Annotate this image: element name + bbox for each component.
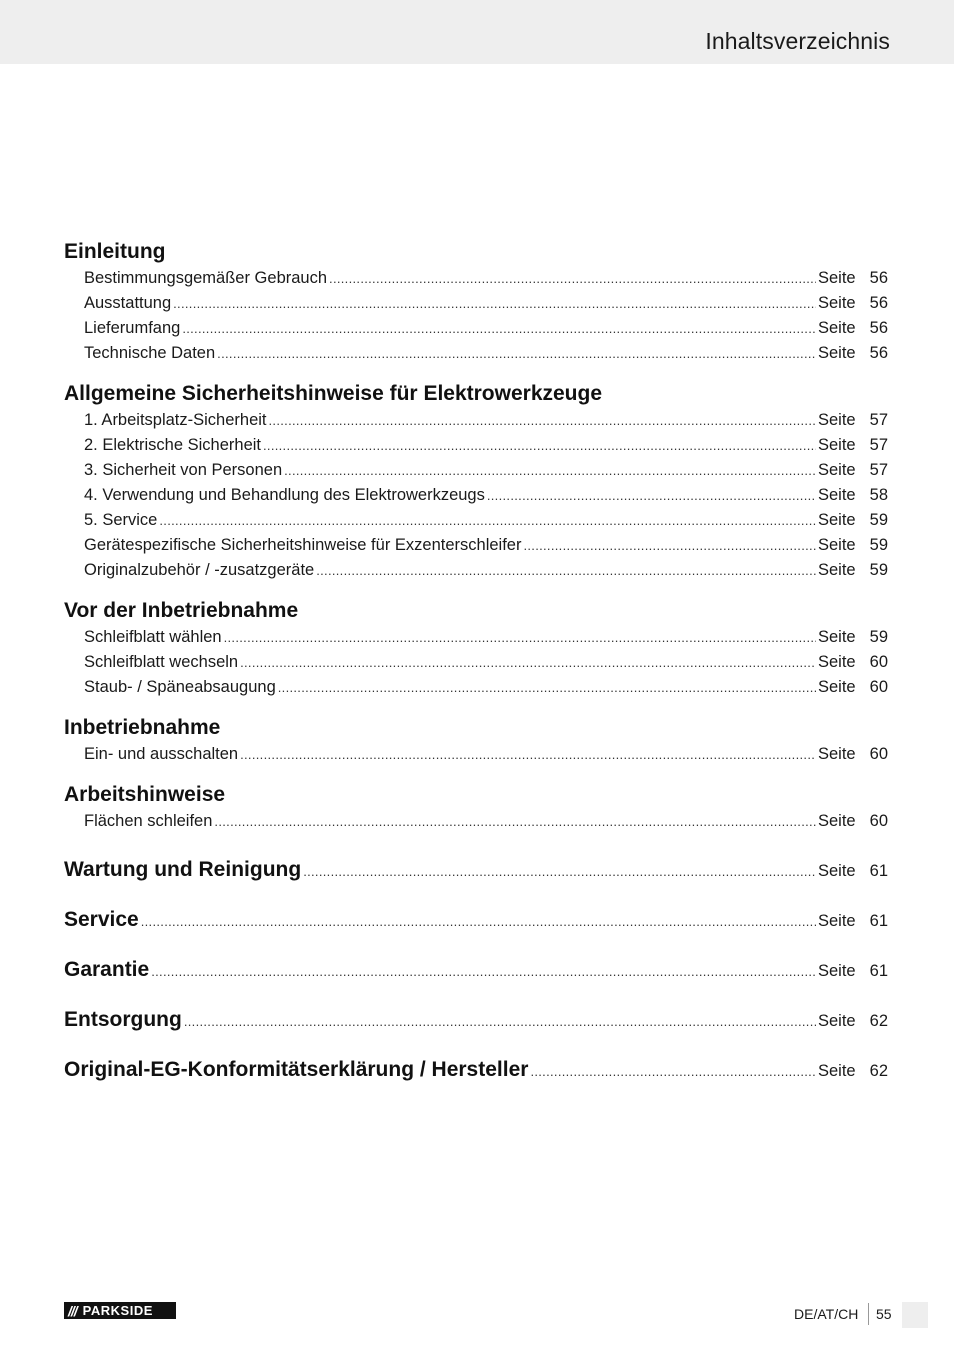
toc-heading-entry[interactable] xyxy=(64,856,888,884)
toc-section-heading: Vor der Inbetriebnahme xyxy=(64,599,299,622)
toc-entry-seite: Seite xyxy=(818,561,856,579)
toc-entry-page: 56 xyxy=(869,344,888,362)
toc-entry-text: 2. Elektrische Sicherheit xyxy=(84,436,261,454)
toc-heading-entry-text: Entsorgung xyxy=(64,1008,182,1031)
toc-section xyxy=(64,781,888,834)
footer-page-number: 55 xyxy=(876,1306,892,1322)
toc-entry-page: 59 xyxy=(869,536,888,554)
dot-leader xyxy=(182,316,816,341)
toc-entry-page: 58 xyxy=(869,486,888,504)
toc-entry-text: 3. Sicherheit von Personen xyxy=(84,461,283,479)
toc-entry-seite: Seite xyxy=(818,536,856,554)
toc-entry-page: 57 xyxy=(869,436,888,454)
toc-entry-seite: Seite xyxy=(818,269,856,287)
toc-entry-text: Gerätespezifische Sicherheitshinweise für Exzenterschleifer xyxy=(84,536,522,554)
toc-entry-text: 4. Verwendung und Behandlung des Elektrowerkzeugs xyxy=(84,486,485,504)
toc-entry-page: 62 xyxy=(869,1012,888,1030)
toc-entry-page: 62 xyxy=(869,1062,888,1080)
dot-leader xyxy=(240,742,816,767)
toc-entry[interactable] xyxy=(64,341,888,366)
dot-leader xyxy=(141,913,816,931)
toc-entry-text: Ein- und ausschalten xyxy=(84,745,239,763)
toc-entry-page: 60 xyxy=(869,653,888,671)
footer-box xyxy=(902,1302,928,1328)
logo-slashes: /// xyxy=(68,1302,77,1319)
toc-entry-page: 59 xyxy=(869,561,888,579)
toc-entry[interactable] xyxy=(64,266,888,291)
toc-entry[interactable] xyxy=(64,558,888,583)
footer-divider xyxy=(868,1303,869,1325)
toc-entry-seite: Seite xyxy=(818,628,856,646)
toc-entry-seite: Seite xyxy=(818,1062,856,1080)
toc-entry[interactable] xyxy=(64,650,888,675)
toc-entry-text: Bestimmungsgemäßer Gebrauch xyxy=(84,269,328,287)
table-of-contents xyxy=(64,238,888,1106)
toc-entry-page: 59 xyxy=(869,628,888,646)
toc-entry-seite: Seite xyxy=(818,511,856,529)
toc-entry-seite: Seite xyxy=(818,962,856,980)
toc-entry-seite: Seite xyxy=(818,862,856,880)
logo-name: PARKSIDE xyxy=(82,1303,153,1318)
toc-entry-page: 60 xyxy=(869,812,888,830)
toc-entry-seite: Seite xyxy=(818,812,856,830)
toc-entry[interactable] xyxy=(64,458,888,483)
dot-leader xyxy=(184,1013,816,1031)
toc-entry-page: 61 xyxy=(869,862,888,880)
toc-entry-page: 56 xyxy=(869,294,888,312)
toc-section-heading: Inbetriebnahme xyxy=(64,716,221,739)
dot-leader xyxy=(303,863,816,881)
toc-section-heading: Arbeitshinweise xyxy=(64,783,226,806)
dot-leader xyxy=(217,341,816,366)
toc-section xyxy=(64,714,888,767)
dot-leader xyxy=(530,1063,816,1081)
toc-section xyxy=(64,380,888,583)
toc-entry-seite: Seite xyxy=(818,344,856,362)
toc-entry-seite: Seite xyxy=(818,411,856,429)
dot-leader xyxy=(151,963,816,981)
toc-entry[interactable] xyxy=(64,533,888,558)
toc-entry-page: 57 xyxy=(869,411,888,429)
toc-entry-seite: Seite xyxy=(818,319,856,337)
dot-leader xyxy=(316,558,816,583)
toc-entry-seite: Seite xyxy=(818,912,856,930)
toc-entry-seite: Seite xyxy=(818,653,856,671)
footer-region: DE/AT/CH xyxy=(794,1306,859,1322)
dot-leader xyxy=(329,266,816,291)
toc-entry[interactable] xyxy=(64,675,888,700)
toc-entry-text: Originalzubehör / -zusatzgeräte xyxy=(84,561,315,579)
toc-heading-entry[interactable] xyxy=(64,1006,888,1034)
dot-leader xyxy=(263,433,816,458)
dot-leader xyxy=(269,408,816,433)
toc-section xyxy=(64,597,888,700)
dot-leader xyxy=(278,675,816,700)
toc-entry[interactable] xyxy=(64,625,888,650)
toc-entry-page: 61 xyxy=(869,912,888,930)
toc-entry[interactable] xyxy=(64,508,888,533)
toc-entry-text: Lieferumfang xyxy=(84,319,181,337)
toc-entry-page: 56 xyxy=(869,319,888,337)
toc-entry-page: 60 xyxy=(869,745,888,763)
toc-entry-text: Flächen schleifen xyxy=(84,812,213,830)
toc-entry-text: 1. Arbeitsplatz-Sicherheit xyxy=(84,411,267,429)
dot-leader xyxy=(159,508,816,533)
toc-entry-text: Ausstattung xyxy=(84,294,172,312)
toc-entry-seite: Seite xyxy=(818,678,856,696)
toc-entry-seite: Seite xyxy=(818,1012,856,1030)
page-title: Inhaltsverzeichnis xyxy=(705,28,890,54)
toc-entry[interactable] xyxy=(64,291,888,316)
toc-entry-page: 61 xyxy=(869,962,888,980)
toc-heading-entry-text: Garantie xyxy=(64,958,150,981)
toc-entry-text: Schleifblatt wählen xyxy=(84,628,222,646)
toc-heading-entry[interactable] xyxy=(64,956,888,984)
toc-entry[interactable] xyxy=(64,408,888,433)
toc-section xyxy=(64,238,888,366)
toc-entry[interactable] xyxy=(64,809,888,834)
toc-entry-text: Staub- / Späneabsaugung xyxy=(84,678,276,696)
toc-entry-text: 5. Service xyxy=(84,511,158,529)
toc-heading-entry-text: Wartung und Reinigung xyxy=(64,858,302,881)
toc-entry[interactable] xyxy=(64,483,888,508)
toc-entry-page: 60 xyxy=(869,678,888,696)
dot-leader xyxy=(214,809,816,834)
toc-heading-entry-text: Original-EG-Konformitätserklärung / Hersteller xyxy=(64,1058,529,1081)
dot-leader xyxy=(487,483,816,508)
toc-entry-seite: Seite xyxy=(818,436,856,454)
toc-entry[interactable] xyxy=(64,433,888,458)
toc-entry[interactable] xyxy=(64,742,888,767)
toc-heading-entry[interactable] xyxy=(64,1056,888,1084)
dot-leader xyxy=(224,625,816,650)
toc-entry-seite: Seite xyxy=(818,461,856,479)
parkside-logo xyxy=(64,1302,176,1319)
dot-leader xyxy=(173,291,816,316)
dot-leader xyxy=(523,533,816,558)
toc-section-heading: Allgemeine Sicherheitshinweise für Elektrowerkzeuge xyxy=(64,382,603,405)
toc-entry-text: Schleifblatt wechseln xyxy=(84,653,239,671)
toc-heading-entry[interactable] xyxy=(64,906,888,934)
header-band xyxy=(0,0,954,64)
dot-leader xyxy=(284,458,816,483)
toc-section-heading: Einleitung xyxy=(64,240,166,263)
toc-heading-entry-text: Service xyxy=(64,908,139,931)
toc-entry-page: 57 xyxy=(869,461,888,479)
toc-entry-page: 56 xyxy=(869,269,888,287)
toc-entry-seite: Seite xyxy=(818,486,856,504)
toc-entry[interactable] xyxy=(64,316,888,341)
toc-entry-seite: Seite xyxy=(818,294,856,312)
toc-entry-text: Technische Daten xyxy=(84,344,216,362)
dot-leader xyxy=(240,650,816,675)
toc-entry-seite: Seite xyxy=(818,745,856,763)
toc-entry-page: 59 xyxy=(869,511,888,529)
